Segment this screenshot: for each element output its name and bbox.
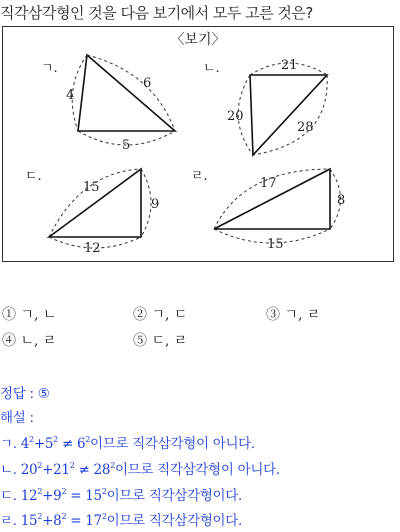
explanation-line: ㄹ. $15^2+8^2 = 17^2$이므로 직각삼각형이다. xyxy=(0,512,243,529)
question-text: 직각삼각형인 것을 다음 보기에서 모두 고른 것은? xyxy=(0,4,313,22)
example-box xyxy=(2,26,394,262)
choice-5[interactable]: ⑤ ㄷ, ㄹ xyxy=(133,333,188,349)
triangle-c-label: ㄷ. xyxy=(25,169,42,184)
triangle-b-side: 21 xyxy=(281,58,298,73)
choice-2[interactable]: ② ㄱ, ㄷ xyxy=(133,307,188,323)
box-title: 〈보기〉 xyxy=(170,32,226,48)
triangle-a-side: 5 xyxy=(122,138,131,153)
explanation-title: 해설 : xyxy=(0,410,34,426)
explanation-line: ㄱ. $4^2+5^2 \ne 6^2$이므로 직각삼각형이 아니다. xyxy=(0,435,255,452)
triangle-c-side: 15 xyxy=(83,180,100,195)
triangle-figures xyxy=(3,27,395,263)
triangle-d xyxy=(191,169,345,252)
triangle-a-side: 4 xyxy=(66,88,75,103)
choice-3[interactable]: ③ ㄱ, ㄹ xyxy=(266,307,321,323)
triangle-c xyxy=(25,169,159,256)
triangle-a-side: 6 xyxy=(143,76,152,91)
triangle-d-side: 8 xyxy=(337,193,346,208)
triangle-c-side: 9 xyxy=(151,197,160,212)
triangle-b-label: ㄴ. xyxy=(203,61,220,76)
choice-4[interactable]: ④ ㄴ, ㄹ xyxy=(2,333,57,349)
triangle-a xyxy=(41,55,175,153)
triangle-c-side: 12 xyxy=(84,241,101,256)
triangle-d-label: ㄹ. xyxy=(191,169,208,184)
triangle-b-side: 28 xyxy=(297,120,314,135)
triangle-b xyxy=(203,58,327,155)
triangle-b-side: 20 xyxy=(227,109,244,124)
triangle-d-side: 17 xyxy=(260,176,277,191)
triangle-a-label: ㄱ. xyxy=(41,61,58,76)
explanation-line: ㄴ. $20^2+21^2 \ne 28^2$이므로 직각삼각형이 아니다. xyxy=(0,461,280,478)
choice-1[interactable]: ① ㄱ, ㄴ xyxy=(2,307,57,323)
answer-text: 정답 : ⑤ xyxy=(0,386,50,402)
explanation-line: ㄷ. $12^2+9^2 = 15^2$이므로 직각삼각형이다. xyxy=(0,487,243,504)
triangle-d-side: 15 xyxy=(267,237,284,252)
